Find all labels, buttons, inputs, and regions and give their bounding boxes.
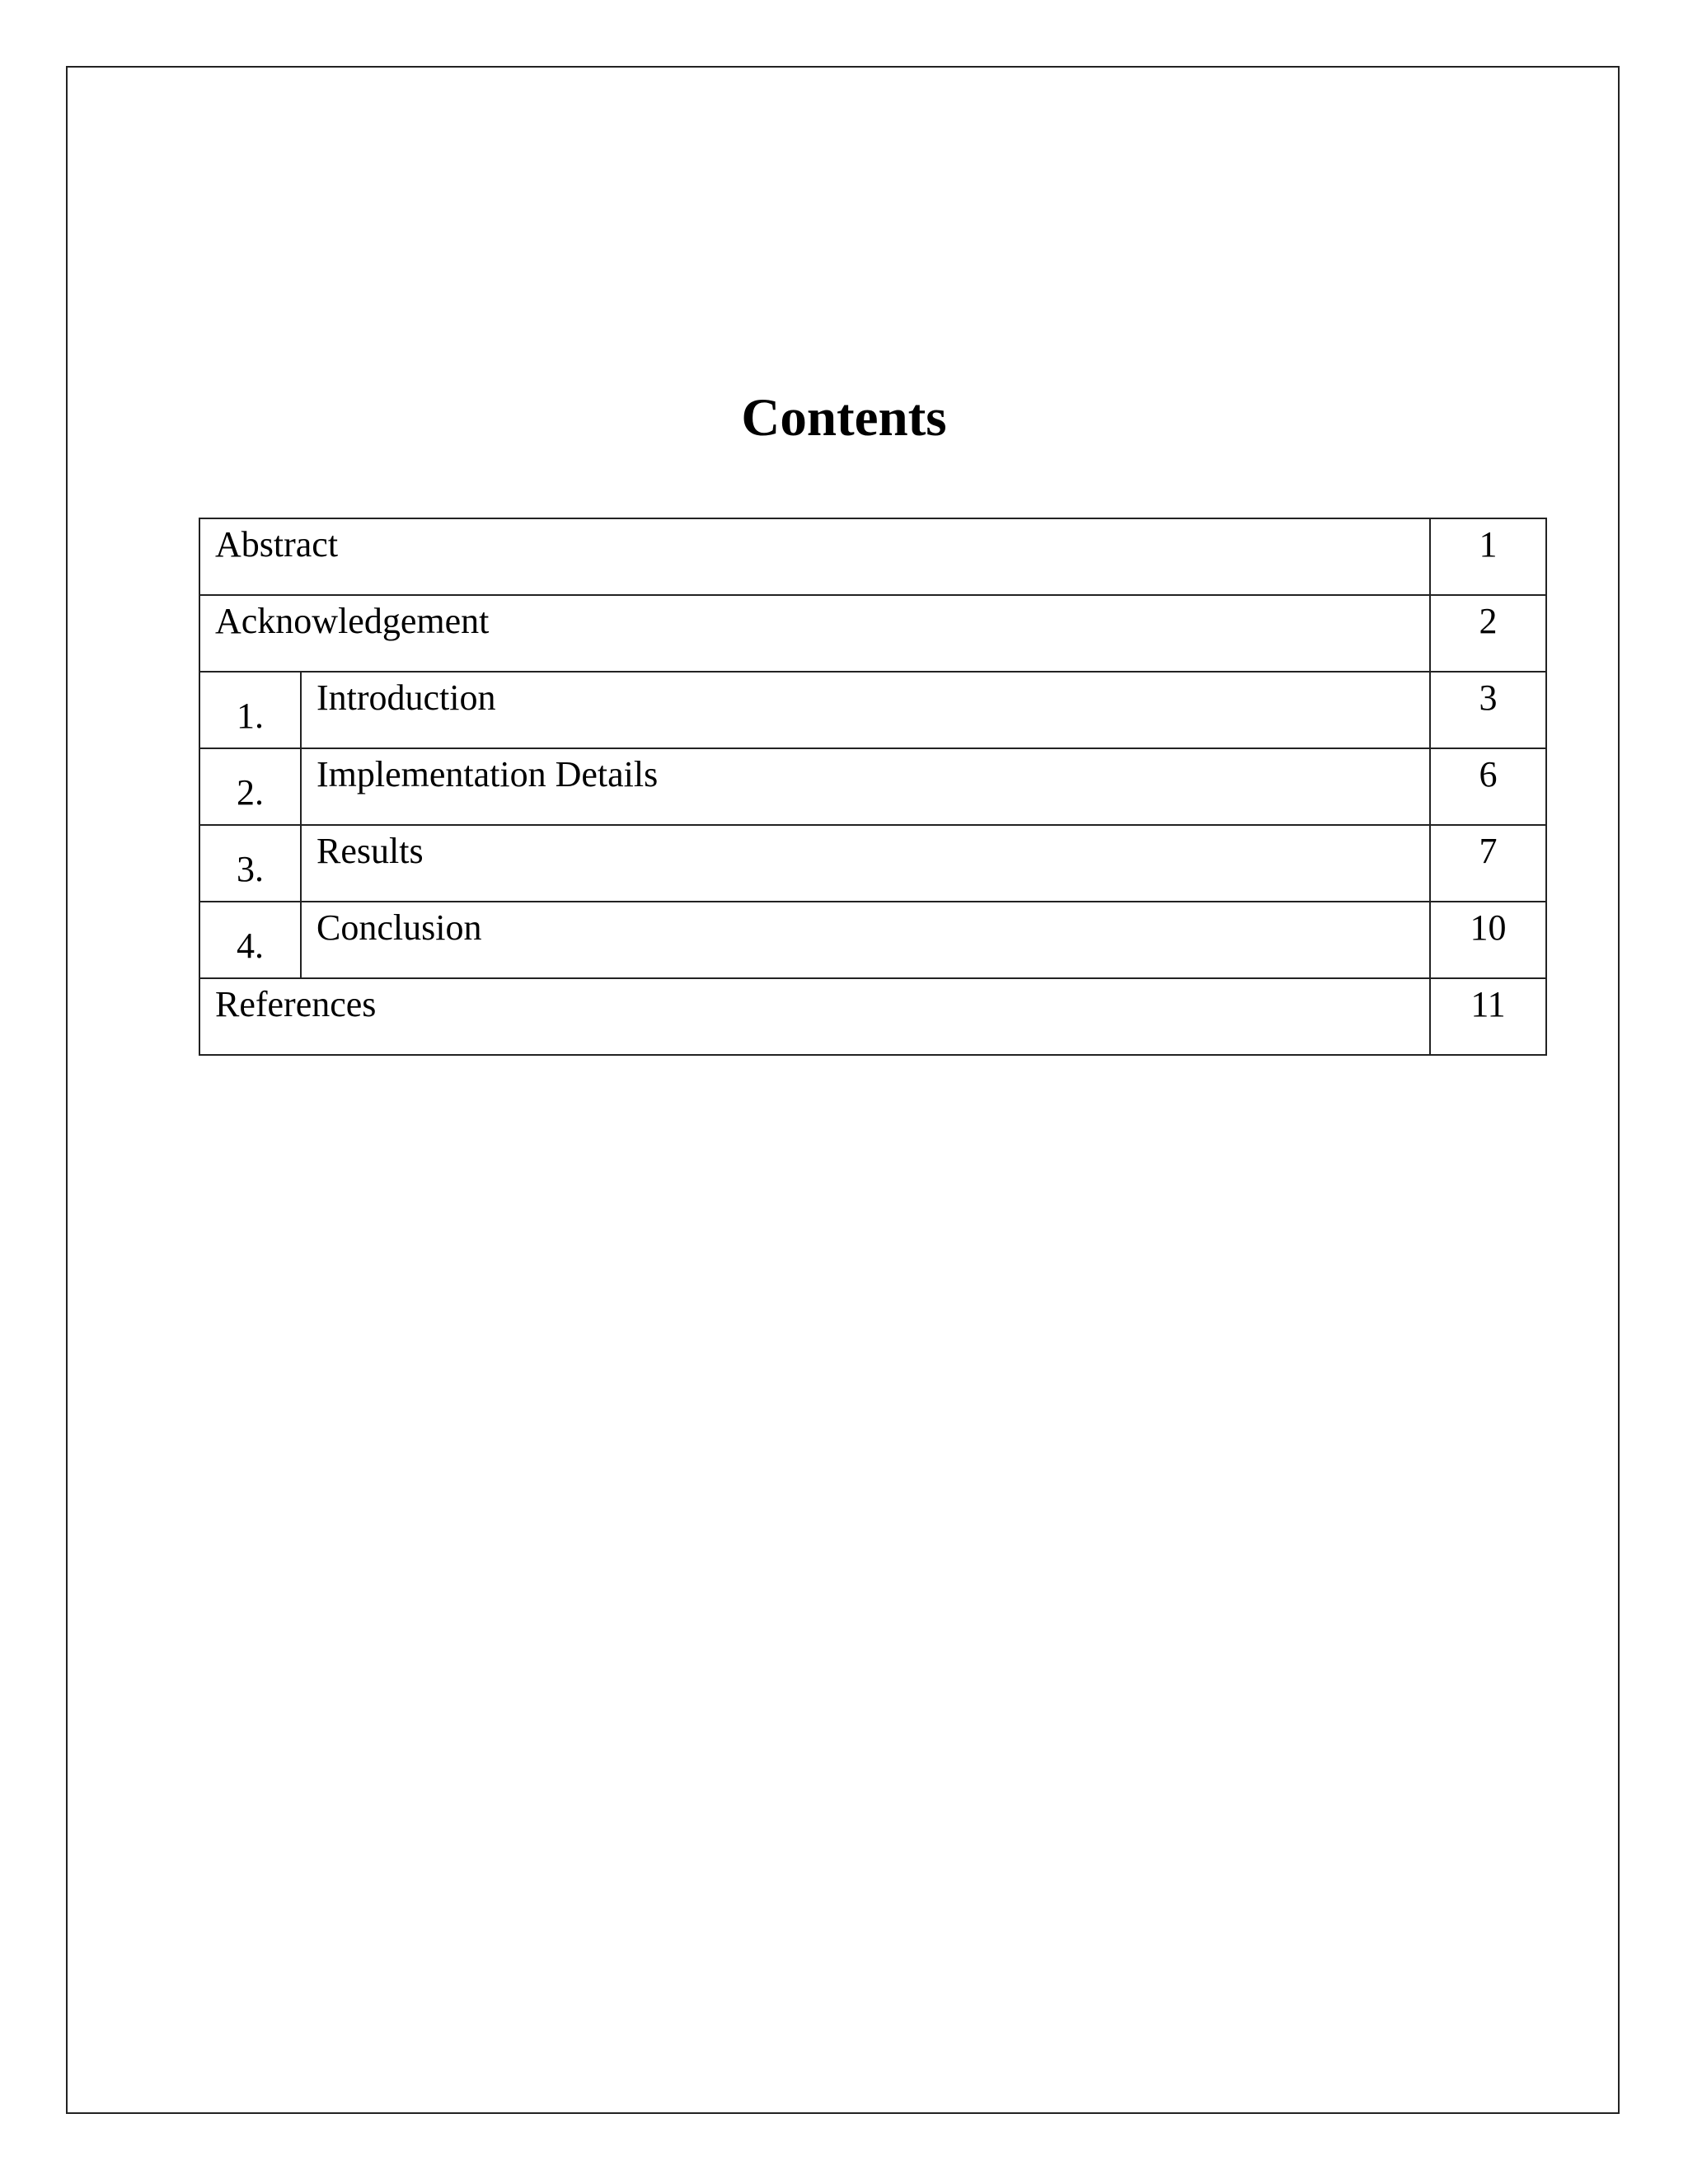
toc-chapter-number: 1. bbox=[237, 696, 264, 736]
toc-number-cell bbox=[199, 902, 301, 978]
toc-row-introduction bbox=[199, 672, 1546, 748]
toc-entry-title: Acknowledgement bbox=[215, 601, 490, 641]
toc-page-cell bbox=[1430, 518, 1546, 595]
toc-page-number: 3 bbox=[1479, 677, 1498, 718]
toc-entry-title: References bbox=[215, 984, 377, 1024]
toc-page-number: 1 bbox=[1479, 524, 1498, 565]
toc-chapter-number: 3. bbox=[237, 849, 264, 889]
toc-entry-title: Results bbox=[316, 831, 424, 871]
toc-entry-title: Implementation Details bbox=[316, 754, 659, 794]
toc-number-cell bbox=[199, 672, 301, 748]
toc-page-number: 10 bbox=[1470, 907, 1507, 948]
table-of-contents bbox=[199, 518, 1547, 1056]
toc-chapter-number: 2. bbox=[237, 772, 264, 813]
toc-page-number: 7 bbox=[1479, 831, 1498, 871]
toc-entry-title-cell bbox=[199, 595, 1430, 672]
toc-row-results bbox=[199, 825, 1546, 902]
toc-page-cell bbox=[1430, 595, 1546, 672]
toc-page-cell bbox=[1430, 902, 1546, 978]
toc-entry-title-cell bbox=[301, 672, 1430, 748]
toc-entry-title: Abstract bbox=[215, 524, 339, 565]
toc-row-conclusion bbox=[199, 902, 1546, 978]
toc-page-cell bbox=[1430, 825, 1546, 902]
toc-page-number: 2 bbox=[1479, 601, 1498, 641]
toc-page-cell bbox=[1430, 748, 1546, 825]
toc-page-number: 11 bbox=[1470, 984, 1506, 1024]
toc-number-cell bbox=[199, 825, 301, 902]
toc-row-abstract bbox=[199, 518, 1546, 595]
toc-row-references bbox=[199, 978, 1546, 1055]
toc-entry-title: Introduction bbox=[316, 677, 496, 718]
toc-number-cell bbox=[199, 748, 301, 825]
toc-entry-title: Conclusion bbox=[316, 907, 482, 948]
toc-entry-title-cell bbox=[301, 825, 1430, 902]
toc-page-number: 6 bbox=[1479, 754, 1498, 794]
toc-row-acknowledgement bbox=[199, 595, 1546, 672]
page-border bbox=[66, 66, 1620, 2114]
toc-chapter-number: 4. bbox=[237, 926, 264, 966]
toc-page-cell bbox=[1430, 978, 1546, 1055]
toc-page-cell bbox=[1430, 672, 1546, 748]
toc-entry-title-cell bbox=[301, 748, 1430, 825]
toc-entry-title-cell bbox=[199, 978, 1430, 1055]
toc-entry-title-cell bbox=[199, 518, 1430, 595]
page-title: Contents bbox=[741, 388, 947, 448]
toc-entry-title-cell bbox=[301, 902, 1430, 978]
toc-row-implementation-details bbox=[199, 748, 1546, 825]
